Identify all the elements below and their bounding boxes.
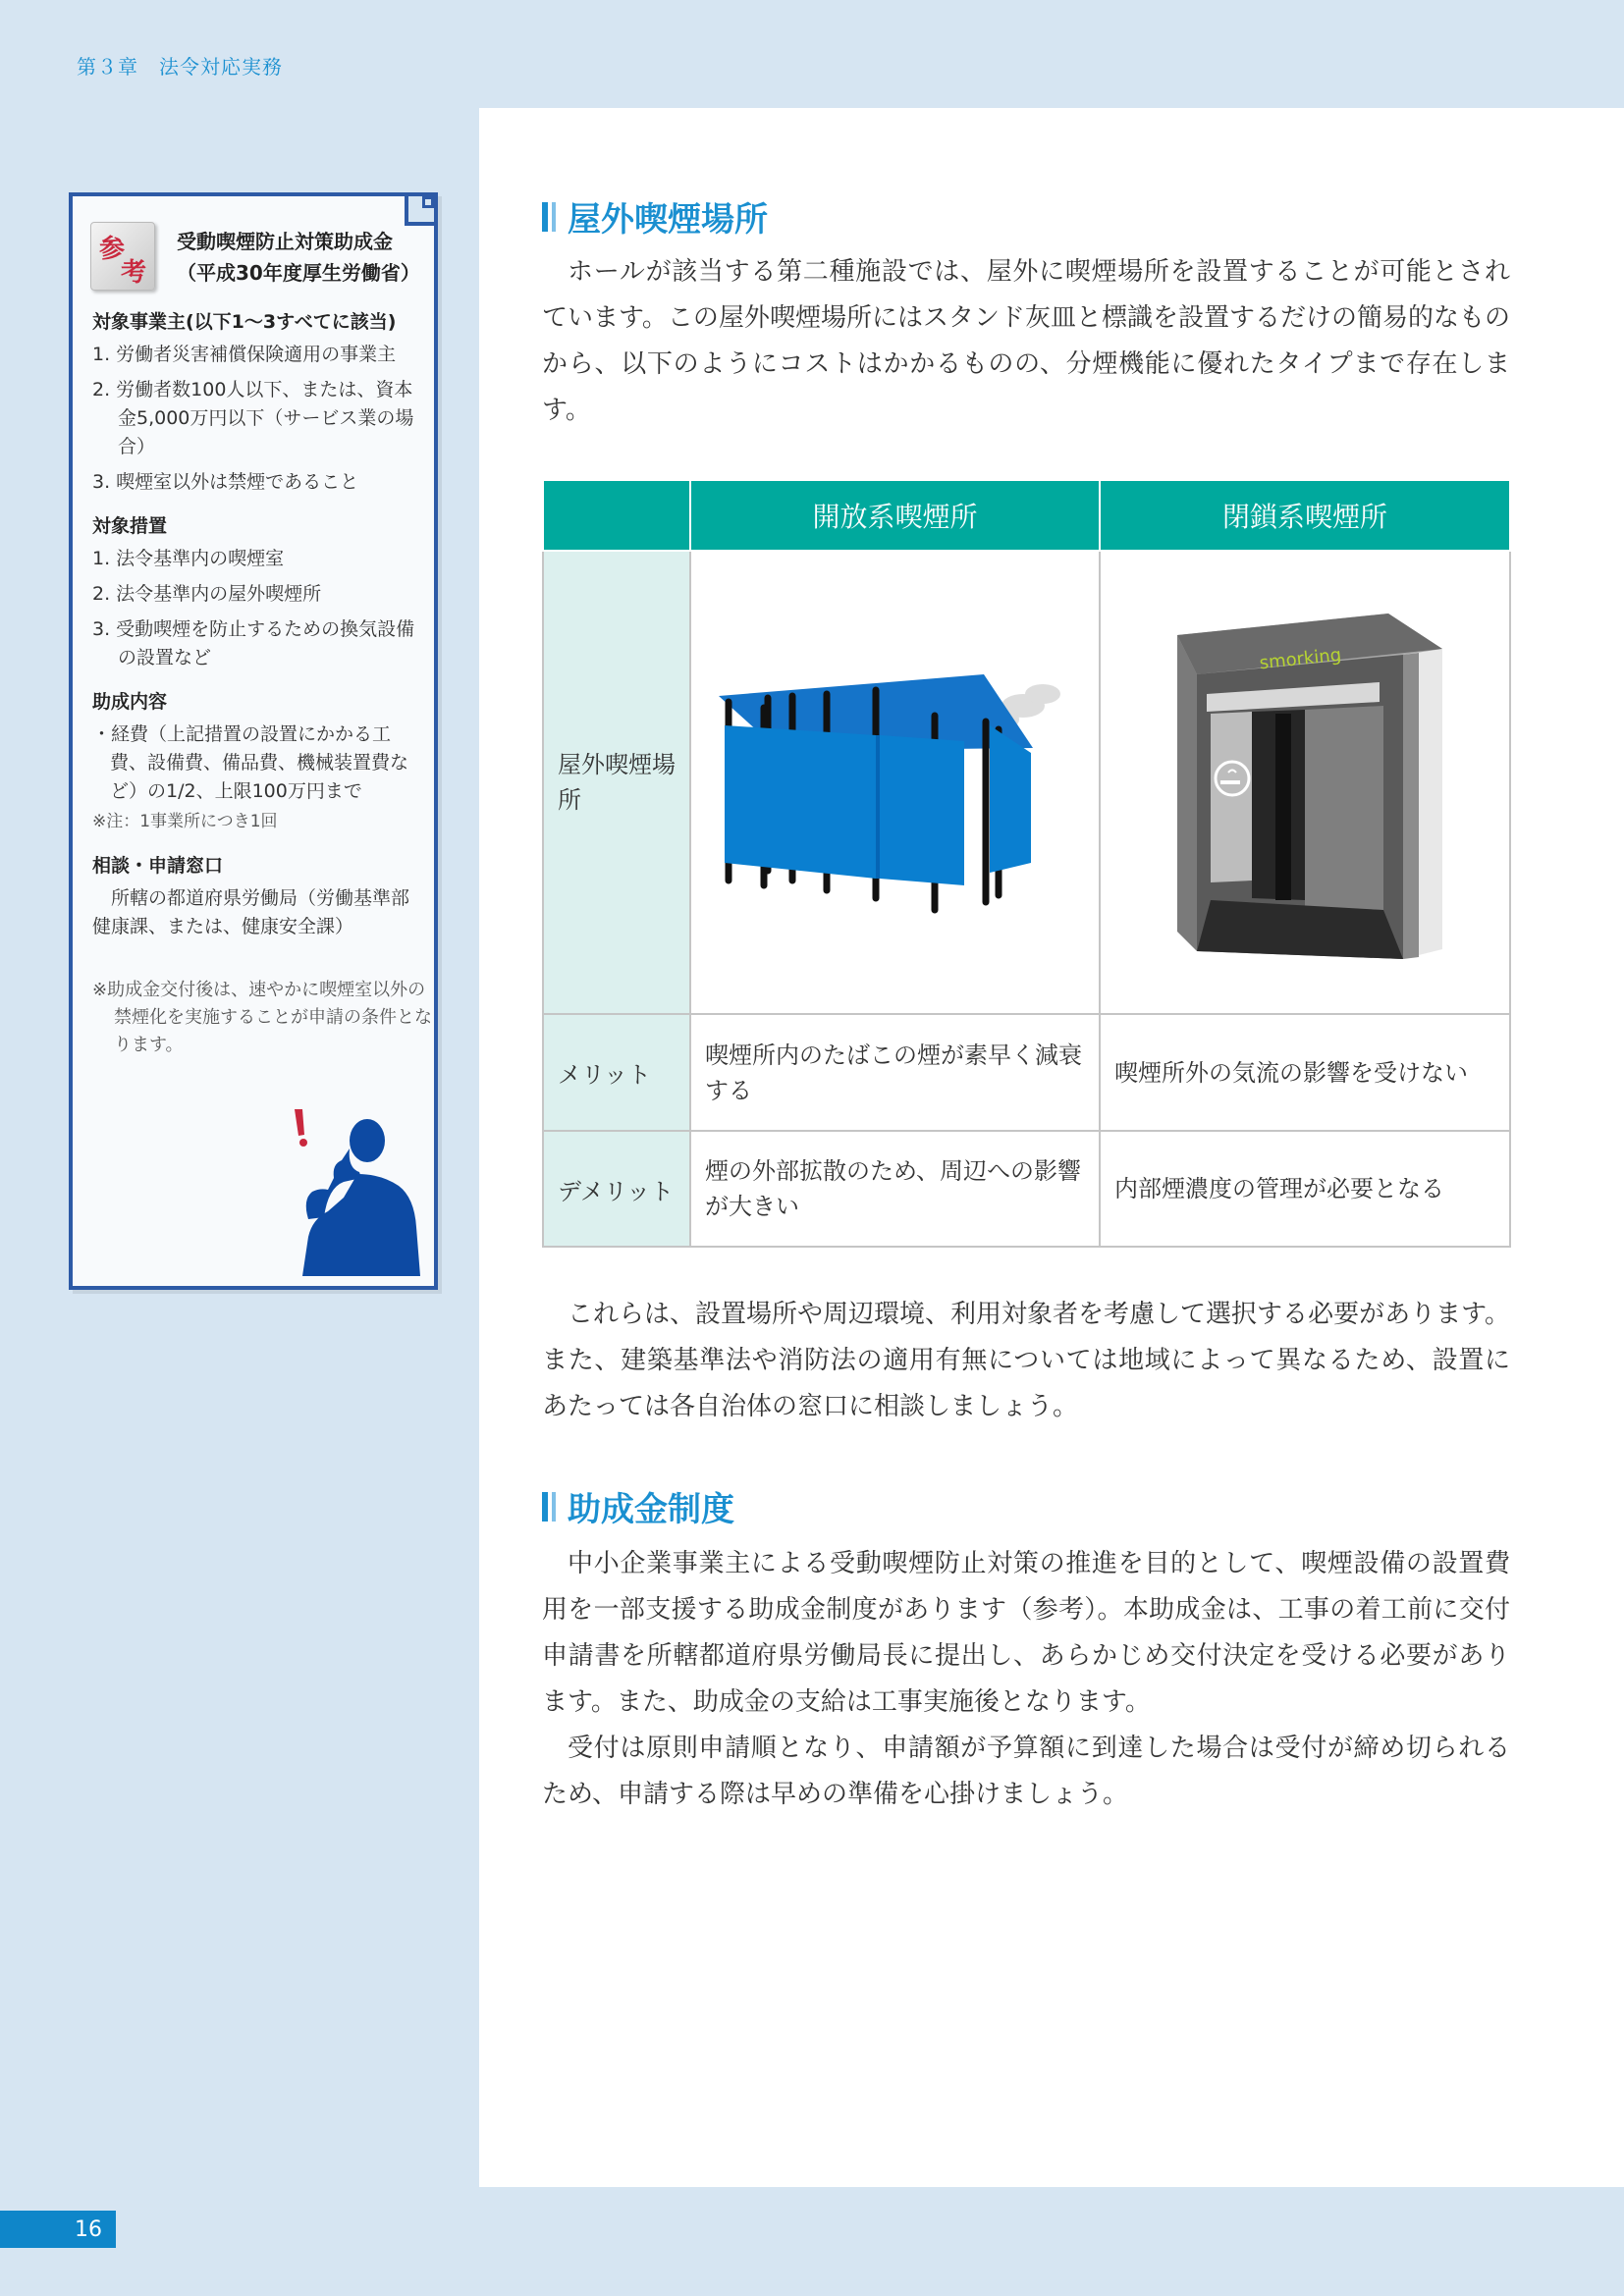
list-item: 2. 法令基準内の屋外喫煙所 [92, 583, 322, 605]
section-heading-outdoor [542, 192, 768, 240]
list-item: 3. 喫煙室以外は禁煙であること [92, 471, 359, 493]
sidebar-body [92, 308, 432, 1059]
row-label-illustration: 屋外喫煙場所 [543, 551, 690, 1014]
table-row [543, 1014, 1510, 1131]
section2-paragraph-1: 中小企業事業主による受動喫煙防止対策の推進を目的として、喫煙設備の設置費用を一部支援する助成金制度があります（参考）。本助成金は、工事の着工前に交付申請書を所轄都道府県労働局長に提出し、あらかじめ交付決定を受ける必要があります。また、助成金の支給は工事実施後となります。 [542, 1549, 1510, 1717]
closed-booth-illustration [1100, 551, 1510, 1014]
list-item: 3. 受動喫煙を防止するための換気設備の設置など [92, 618, 415, 668]
contact-heading: 相談・申請窓口 [92, 855, 224, 877]
table-header-row [543, 480, 1510, 551]
list-item: 1. 法令基準内の喫煙室 [92, 548, 285, 569]
thinking-person-icon [289, 1109, 426, 1276]
measures-heading: 対象措置 [92, 515, 168, 537]
row-label-demerit: デメリット [543, 1131, 690, 1247]
sidebar-warning: ※助成金交付後は、速やかに喫煙室以外の禁煙化を実施することが申請の条件となります。 [92, 980, 432, 1055]
open-booth-illustration [690, 551, 1100, 1014]
list-item: 1. 労働者災害補償保険適用の事業主 [92, 344, 397, 365]
subsidy-bullet: ・経費（上記措置の設置にかかる工費、設備費、備品費、機械装置費など）の1/2、上限100万円まで [92, 723, 409, 802]
col-closed-header: 閉鎖系喫煙所 [1100, 480, 1510, 551]
sidebar-header [90, 222, 420, 291]
eligible-heading: 対象事業主(以下1～3すべてに該当) [92, 311, 397, 333]
row-label-merit: メリット [543, 1014, 690, 1131]
demerit-closed-cell: 内部煙濃度の管理が必要となる [1100, 1131, 1510, 1247]
open-smoking-booth-icon [699, 635, 1092, 930]
section1-paragraph: ホールが該当する第二種施設では、屋外に喫煙場所を設置することが可能とされています。この屋外喫煙場所にはスタンド灰皿と標識を設置するだけの簡易的なものから、以下のようにコストはかかるものの、分煙機能に優れたタイプまで存在します。 [542, 257, 1510, 425]
section2-paragraph-2: 受付は原則申請順となり、申請額が予算額に到達した場合は受付が締め切られるため、申請する際は早めの準備を心掛けましょう。 [542, 1734, 1510, 1809]
section-heading-subsidy [542, 1482, 734, 1530]
closed-smoking-booth-icon [1109, 586, 1501, 979]
contact-text: 所轄の都道府県労働局（労働基準部健康課、または、健康安全課） [92, 887, 410, 937]
section1-after-paragraph: これらは、設置場所や周辺環境、利用対象者を考慮して選択する必要があります。また、建築基準法や消防法の適用有無については地域によって異なるため、設置にあたっては各自治体の窓口に相談しましょう。 [542, 1300, 1510, 1421]
demerit-open-cell: 煙の外部拡散のため、周辺への影響が大きい [690, 1131, 1100, 1247]
table-corner-cell [543, 480, 690, 551]
table-row [543, 1131, 1510, 1247]
chapter-header: 第３章 法令対応実務 [77, 55, 283, 79]
section-title: 屋外喫煙場所 [568, 200, 768, 240]
section-title: 助成金制度 [568, 1490, 734, 1529]
smoking-sign: smorking [1258, 644, 1343, 674]
col-open-header: 開放系喫煙所 [690, 480, 1100, 551]
reference-badge-icon: 参 考 [90, 222, 155, 291]
table-row [543, 551, 1510, 1014]
sidebar-title: 受動喫煙防止対策助成金 （平成30年度厚生労働省） [177, 230, 420, 285]
smoking-area-comparison-table [542, 479, 1511, 1248]
subsidy-heading: 助成内容 [92, 691, 168, 713]
merit-open-cell: 喫煙所内のたばこの煙が素早く減衰する [690, 1014, 1100, 1131]
page-number: 16 [0, 2211, 116, 2248]
subsidy-note: ※注：1事業所につき1回 [92, 812, 278, 831]
merit-closed-cell: 喫煙所外の気流の影響を受けない [1100, 1014, 1510, 1131]
list-item: 2. 労働者数100人以下、または、資本金5,000万円以下（サービス業の場合） [92, 379, 414, 457]
reference-sidebar [69, 192, 438, 1290]
corner-decoration [405, 192, 438, 226]
